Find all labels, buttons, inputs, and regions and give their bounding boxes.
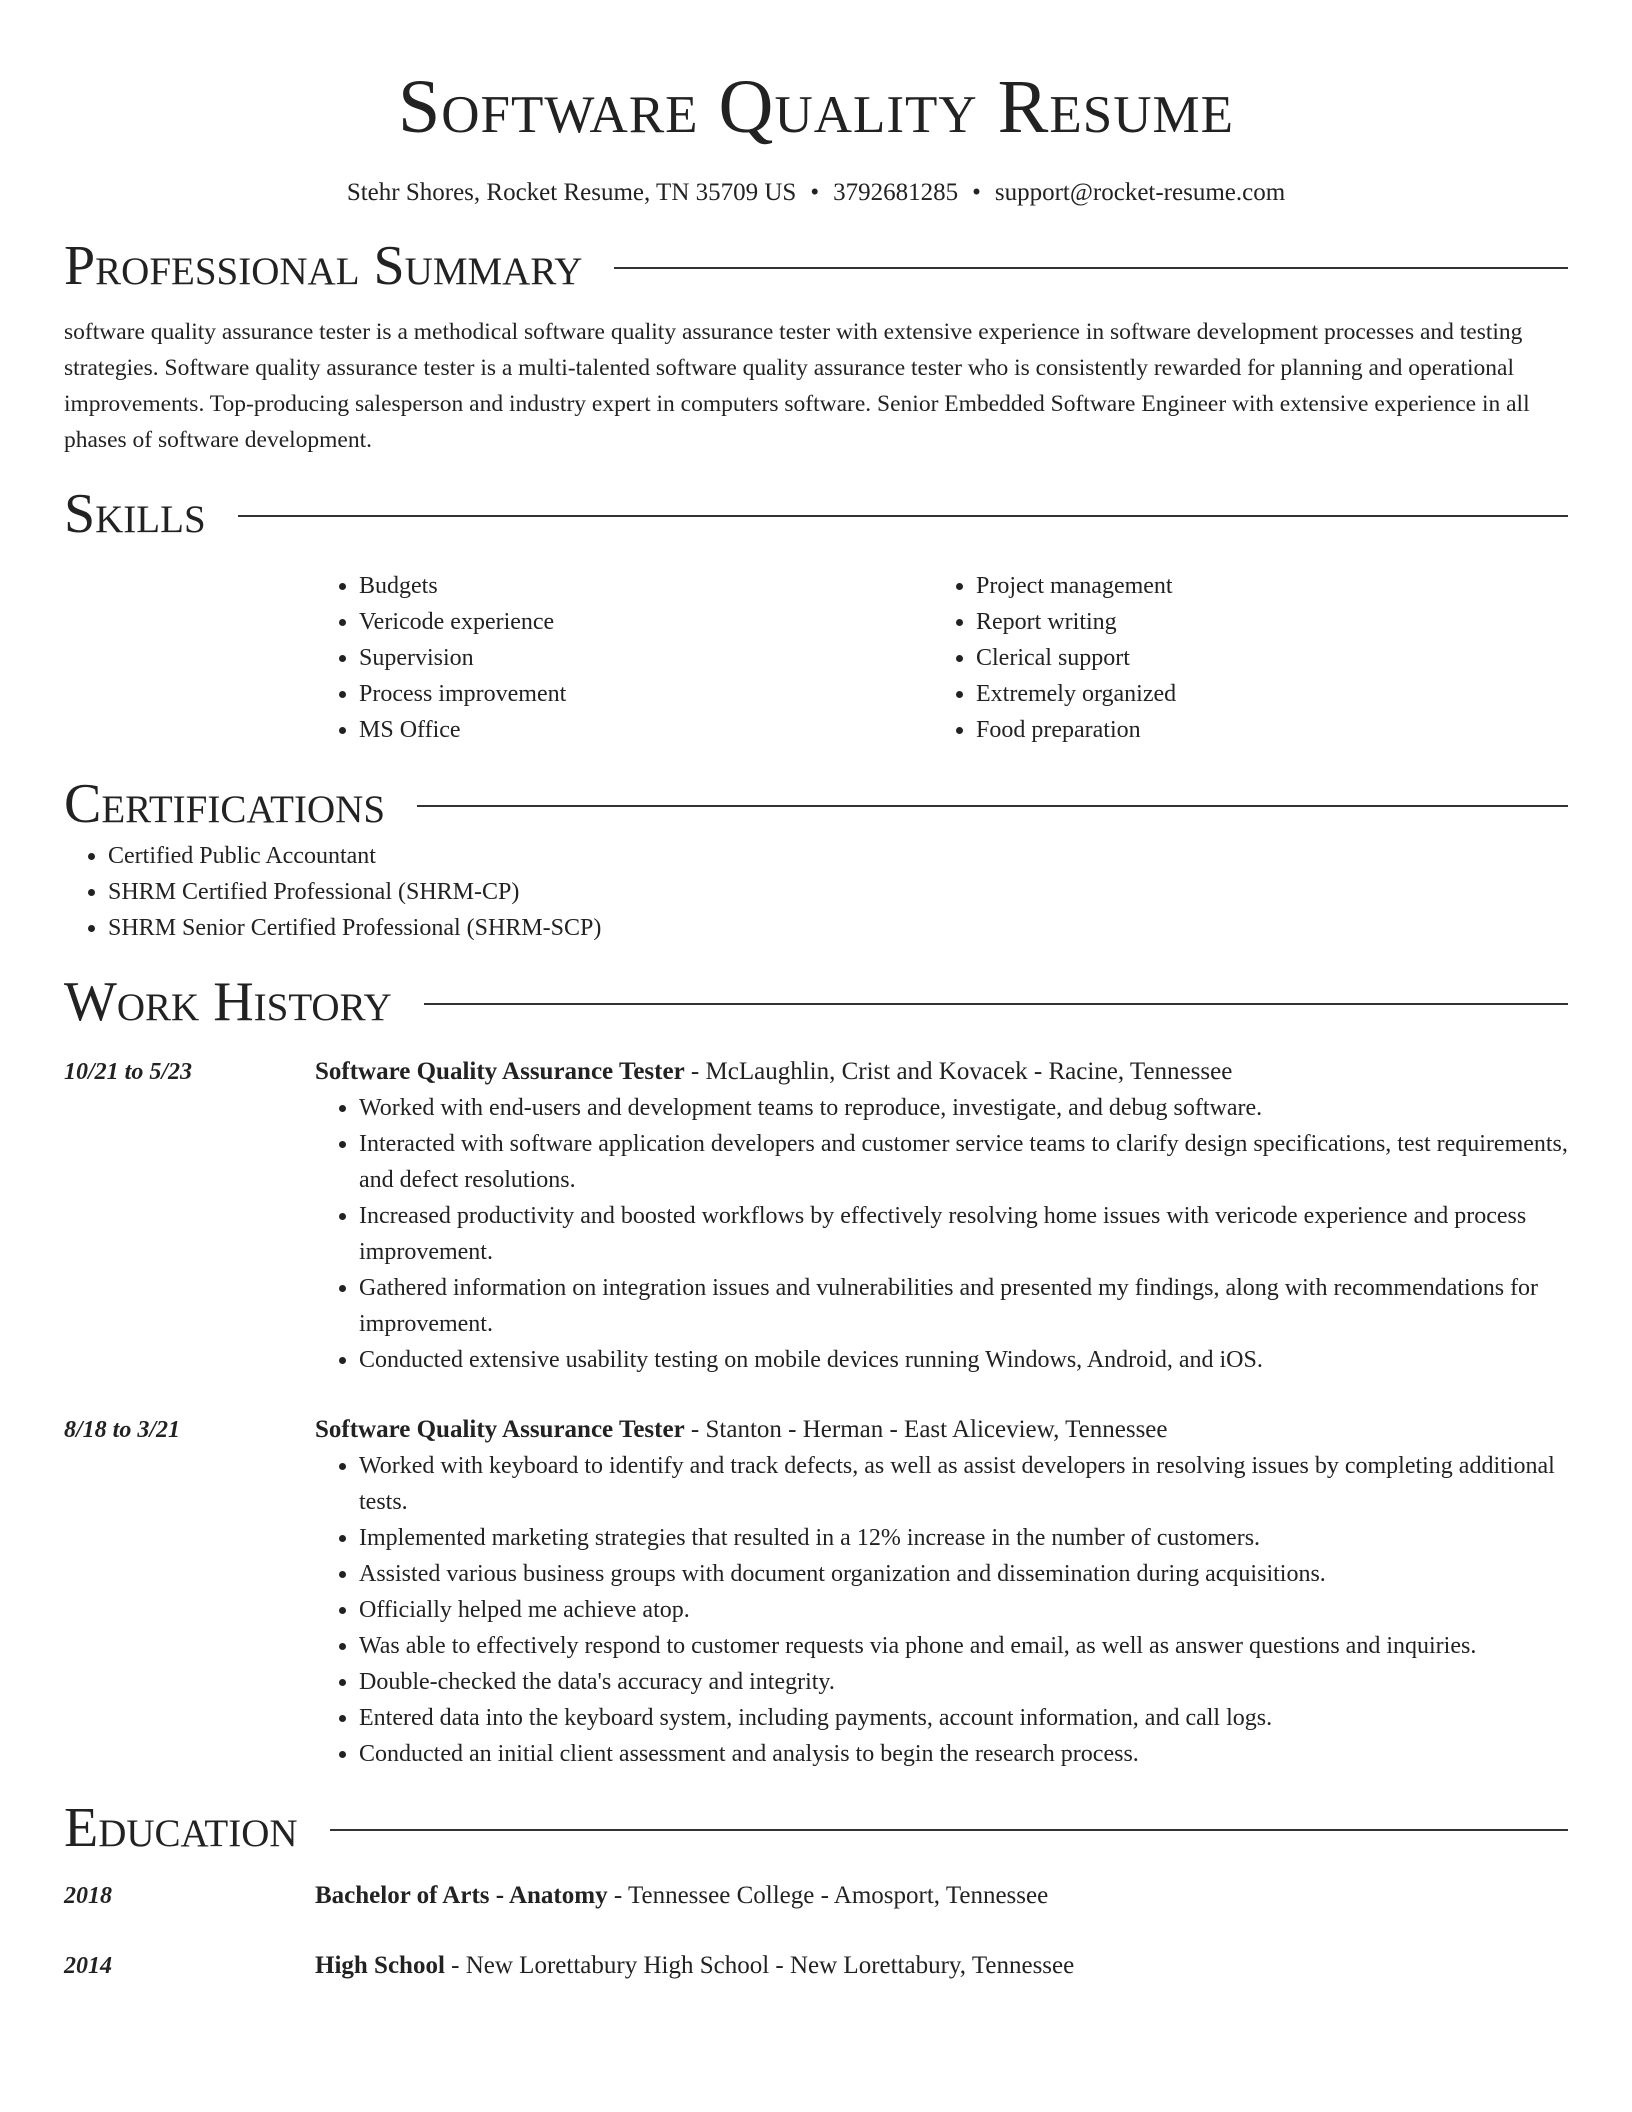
education-entry — [64, 1878, 1568, 1914]
job-title-line — [315, 1054, 1568, 1090]
education-entry — [64, 1948, 1568, 1984]
education-degree: Bachelor of Arts - Anatomy — [315, 1882, 608, 1909]
summary-header — [64, 232, 1568, 300]
job-bullet: • Implemented marketing strategies that resulted in a 12% increase in the number of customers. — [359, 1520, 1568, 1556]
skills-header — [64, 480, 1568, 548]
certification-item: • SHRM Certified Professional (SHRM-CP) — [108, 874, 1568, 910]
education-school: - New Lorettabury High School - New Lorettabury, Tennessee — [444, 1952, 1075, 1979]
education-line — [315, 1948, 1074, 1984]
job-title-line — [315, 1412, 1568, 1448]
skill-item: • MS Office — [359, 712, 932, 748]
job-body — [315, 1054, 1568, 1378]
skills-grid — [315, 568, 1568, 748]
education-header — [64, 1794, 1568, 1862]
job-bullet: • Increased productivity and boosted workflows by effectively resolving home issues with vericode experience and process improvement. — [359, 1198, 1568, 1270]
skill-item: • Vericode experience — [359, 604, 932, 640]
skills-section — [64, 480, 1568, 748]
section-divider — [238, 515, 1568, 517]
skill-item: • Clerical support — [976, 640, 1568, 676]
job-bullet: • Conducted an initial client assessment and analysis to begin the research process. — [359, 1736, 1568, 1772]
job-body — [315, 1412, 1568, 1772]
certifications-title: Certifications — [64, 773, 386, 835]
contact-phone: 3792681285 — [833, 179, 959, 206]
education-school: - Tennessee College - Amosport, Tennessee — [607, 1882, 1049, 1909]
certifications-section — [64, 770, 1568, 946]
contact-email: support@rocket-resume.com — [994, 179, 1286, 206]
skills-title: Skills — [64, 483, 206, 545]
education-section — [64, 1794, 1568, 1984]
job-entry — [64, 1054, 1568, 1378]
job-bullet: • Was able to effectively respond to customer requests via phone and email, as well as answer questions and inquiries. — [359, 1628, 1568, 1664]
job-date: 10/21 to 5/23 — [64, 1059, 193, 1085]
job-bullet: • Gathered information on integration issues and vulnerabilities and presented my findings, along with recommendations for improvement. — [359, 1270, 1568, 1342]
skill-item: • Food preparation — [976, 712, 1568, 748]
job-bullet: • Worked with end-users and development teams to reproduce, investigate, and debug software. — [359, 1090, 1568, 1126]
certifications-list — [64, 838, 1568, 946]
education-degree: High School — [315, 1952, 445, 1979]
summary-text: software quality assurance tester is a methodical software quality assurance tester with extensive experience in software development processes and testing strategies. Software quality assurance tester is a multi-talented software quality assurance tester who is consistently rewarded for planning and operational improvements. Top-producing salesperson and industry expert in computers software. Senior Embedded Software Engineer with extensive experience in all phases of software development. — [64, 319, 1530, 453]
education-line — [315, 1878, 1048, 1914]
education-title: Education — [64, 1797, 298, 1859]
job-bullet: • Assisted various business groups with document organization and dissemination during acquisitions. — [359, 1556, 1568, 1592]
education-date: 2014 — [64, 1953, 112, 1979]
job-bullet: • Interacted with software application developers and customer service teams to clarify design specifications, test requirements, and defect resolutions. — [359, 1126, 1568, 1198]
certification-item: • SHRM Senior Certified Professional (SHRM-SCP) — [108, 910, 1568, 946]
section-divider — [417, 805, 1568, 807]
contact-address: Stehr Shores, Rocket Resume, TN 35709 US — [346, 179, 797, 206]
job-date: 8/18 to 3/21 — [64, 1417, 181, 1443]
job-bullet: • Double-checked the data's accuracy and integrity. — [359, 1664, 1568, 1700]
skills-list-left — [315, 568, 932, 748]
work-history-title: Work History — [64, 971, 392, 1033]
job-entry — [64, 1412, 1568, 1772]
education-date: 2018 — [64, 1883, 112, 1909]
skill-item: • Project management — [976, 568, 1568, 604]
job-title: Software Quality Assurance Tester — [315, 1058, 685, 1085]
section-divider — [614, 267, 1568, 269]
skill-item: • Process improvement — [359, 676, 932, 712]
job-bullets — [315, 1448, 1568, 1772]
certification-item: • Certified Public Accountant — [108, 838, 1568, 874]
job-bullets — [315, 1090, 1568, 1378]
section-divider — [424, 1003, 1568, 1005]
work-history-section — [64, 968, 1568, 1772]
summary-title: Professional Summary — [64, 235, 583, 297]
job-bullet: • Officially helped me achieve atop. — [359, 1592, 1568, 1628]
skill-item: • Budgets — [359, 568, 932, 604]
job-bullet: • Worked with keyboard to identify and track defects, as well as assist developers in resolving issues by completing additional tests. — [359, 1448, 1568, 1520]
summary-section — [64, 232, 1568, 458]
skill-item: • Extremely organized — [976, 676, 1568, 712]
skill-item: • Report writing — [976, 604, 1568, 640]
skills-list-right — [932, 568, 1568, 748]
job-employer: - Stanton - Herman - East Aliceview, Tennessee — [684, 1416, 1168, 1443]
job-bullet: • Conducted extensive usability testing on mobile devices running Windows, Android, and iOS. — [359, 1342, 1568, 1378]
contact-separator: • — [810, 179, 820, 206]
contact-separator: • — [972, 179, 981, 206]
job-title: Software Quality Assurance Tester — [315, 1416, 685, 1443]
skill-item: • Supervision — [359, 640, 932, 676]
work-history-header — [64, 968, 1568, 1036]
resume-name: Software Quality Resume — [398, 65, 1234, 149]
job-bullet: • Entered data into the keyboard system, including payments, account information, and call logs. — [359, 1700, 1568, 1736]
contact-line — [64, 176, 1568, 210]
job-employer: - McLaughlin, Crist and Kovacek - Racine, Tennessee — [684, 1058, 1233, 1085]
certifications-header — [64, 770, 1568, 838]
section-divider — [330, 1829, 1568, 1831]
